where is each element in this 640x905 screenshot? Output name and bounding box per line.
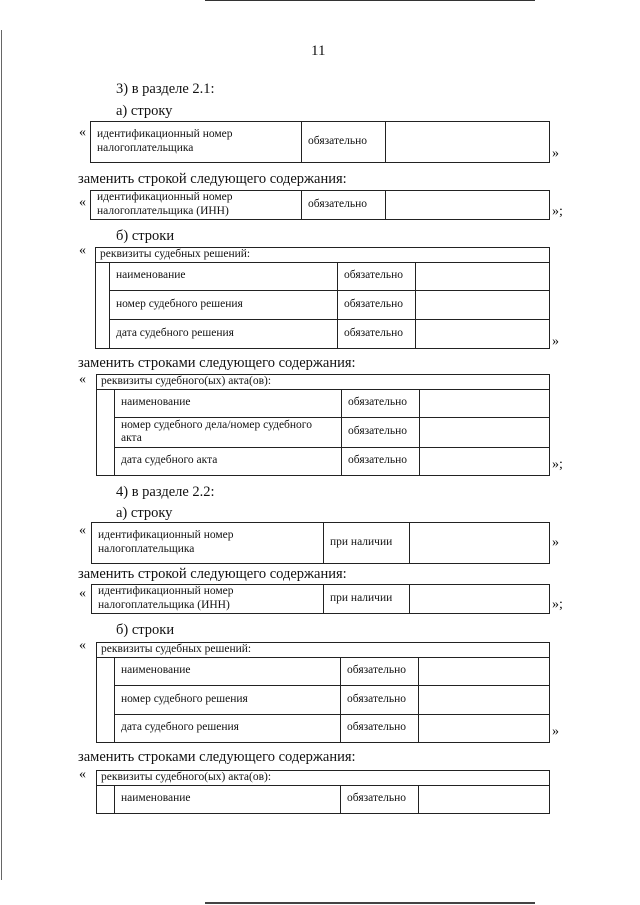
cell-empty <box>410 585 550 614</box>
cell-empty <box>419 685 550 714</box>
page-number: 11 <box>311 43 326 59</box>
table-s4-old-row <box>91 522 550 564</box>
section-4-heading: 4) в разделе 2.2: <box>116 484 215 500</box>
replace-line-text: заменить строкой следующего содержания: <box>78 566 347 582</box>
cell-empty <box>386 122 550 163</box>
replace-line-text: заменить строкой следующего содержания: <box>78 171 347 187</box>
close-quote: » <box>552 146 559 161</box>
open-quote: « <box>79 125 86 140</box>
group-header: реквизиты судебного(ых) акта(ов): <box>97 375 550 390</box>
open-quote: « <box>79 586 86 601</box>
open-quote: « <box>79 638 86 653</box>
indent-column <box>97 785 115 813</box>
cell-field-name: наименование <box>115 389 342 417</box>
close-quote: » <box>552 334 559 349</box>
indent-column <box>96 262 110 348</box>
table-s3-new-group <box>96 374 550 476</box>
open-quote: « <box>79 243 86 258</box>
cell-field-name: дата судебного акта <box>115 447 342 475</box>
table-row <box>96 262 550 290</box>
open-quote: « <box>79 523 86 538</box>
cell-empty <box>419 657 550 685</box>
cell-empty <box>416 262 550 290</box>
cell-status: обязательно <box>338 262 416 290</box>
cell-status: при наличии <box>324 585 410 614</box>
cell-field-name: идентификационный номер налогоплательщика (ИНН) <box>92 585 324 614</box>
cell-field-name: наименование <box>115 785 341 813</box>
cell-status: обязательно <box>302 191 386 220</box>
open-quote: « <box>79 372 86 387</box>
cell-empty <box>419 785 550 813</box>
cell-field-name: идентификационный номер налогоплательщика <box>91 122 302 163</box>
cell-status: обязательно <box>338 290 416 319</box>
section-3-heading: 3) в разделе 2.1: <box>116 81 215 97</box>
cell-empty <box>420 447 550 475</box>
indent-column <box>97 657 115 742</box>
cell-field-name: номер судебного решения <box>115 685 341 714</box>
cell-field-name: номер судебного дела/номер судебного акта <box>115 417 342 447</box>
close-quote-semicolon: »; <box>552 204 563 219</box>
table-s3-old-row <box>90 121 550 163</box>
table-row <box>97 714 550 742</box>
scan-edge-bottom <box>205 902 535 904</box>
cell-status: обязательно <box>342 417 420 447</box>
group-header: реквизиты судебного(ых) акта(ов): <box>97 771 550 786</box>
cell-status: обязательно <box>342 389 420 417</box>
close-quote: » <box>552 535 559 550</box>
cell-status: обязательно <box>342 447 420 475</box>
table-s3-new-row <box>90 190 550 220</box>
cell-empty <box>416 319 550 348</box>
cell-status: обязательно <box>341 785 419 813</box>
table-s3-old-group <box>95 247 550 349</box>
table-s4-new-row <box>91 584 550 614</box>
replace-lines-text: заменить строками следующего содержания: <box>78 355 356 371</box>
cell-field-name: дата судебного решения <box>115 714 341 742</box>
close-quote: » <box>552 724 559 739</box>
cell-status: обязательно <box>341 657 419 685</box>
cell-field-name: дата судебного решения <box>110 319 338 348</box>
table-row <box>96 290 550 319</box>
table-row <box>97 389 550 417</box>
cell-field-name: идентификационный номер налогоплательщика <box>92 523 324 564</box>
table-s4-new-group <box>96 770 550 814</box>
indent-column <box>97 389 115 475</box>
table-row <box>97 685 550 714</box>
section-4-item-a-label: а) строку <box>116 505 173 521</box>
table-row <box>97 417 550 447</box>
cell-status: обязательно <box>341 714 419 742</box>
section-3-item-a-label: а) строку <box>116 103 173 119</box>
cell-field-name: наименование <box>115 657 341 685</box>
table-row <box>97 447 550 475</box>
group-header: реквизиты судебных решений: <box>96 248 550 263</box>
close-quote-semicolon: »; <box>552 457 563 472</box>
cell-empty <box>386 191 550 220</box>
cell-status: при наличии <box>324 523 410 564</box>
cell-empty <box>410 523 550 564</box>
close-quote-semicolon: »; <box>552 597 563 612</box>
cell-field-name: идентификационный номер налогоплательщика (ИНН) <box>91 191 302 220</box>
table-s4-old-group <box>96 642 550 743</box>
open-quote: « <box>79 195 86 210</box>
cell-status: обязательно <box>341 685 419 714</box>
cell-empty <box>416 290 550 319</box>
cell-status: обязательно <box>338 319 416 348</box>
cell-empty <box>420 389 550 417</box>
section-3-item-b-label: б) строки <box>116 228 175 244</box>
table-row <box>97 785 550 813</box>
cell-empty <box>419 714 550 742</box>
cell-field-name: наименование <box>110 262 338 290</box>
cell-empty <box>420 417 550 447</box>
scan-edge-left <box>1 30 2 880</box>
section-4-item-b-label: б) строки <box>116 622 175 638</box>
open-quote: « <box>79 767 86 782</box>
table-row <box>96 319 550 348</box>
group-header: реквизиты судебных решений: <box>97 643 550 658</box>
cell-status: обязательно <box>302 122 386 163</box>
cell-field-name: номер судебного решения <box>110 290 338 319</box>
table-row <box>97 657 550 685</box>
scan-edge-top <box>205 0 535 1</box>
replace-lines-text: заменить строками следующего содержания: <box>78 749 356 765</box>
